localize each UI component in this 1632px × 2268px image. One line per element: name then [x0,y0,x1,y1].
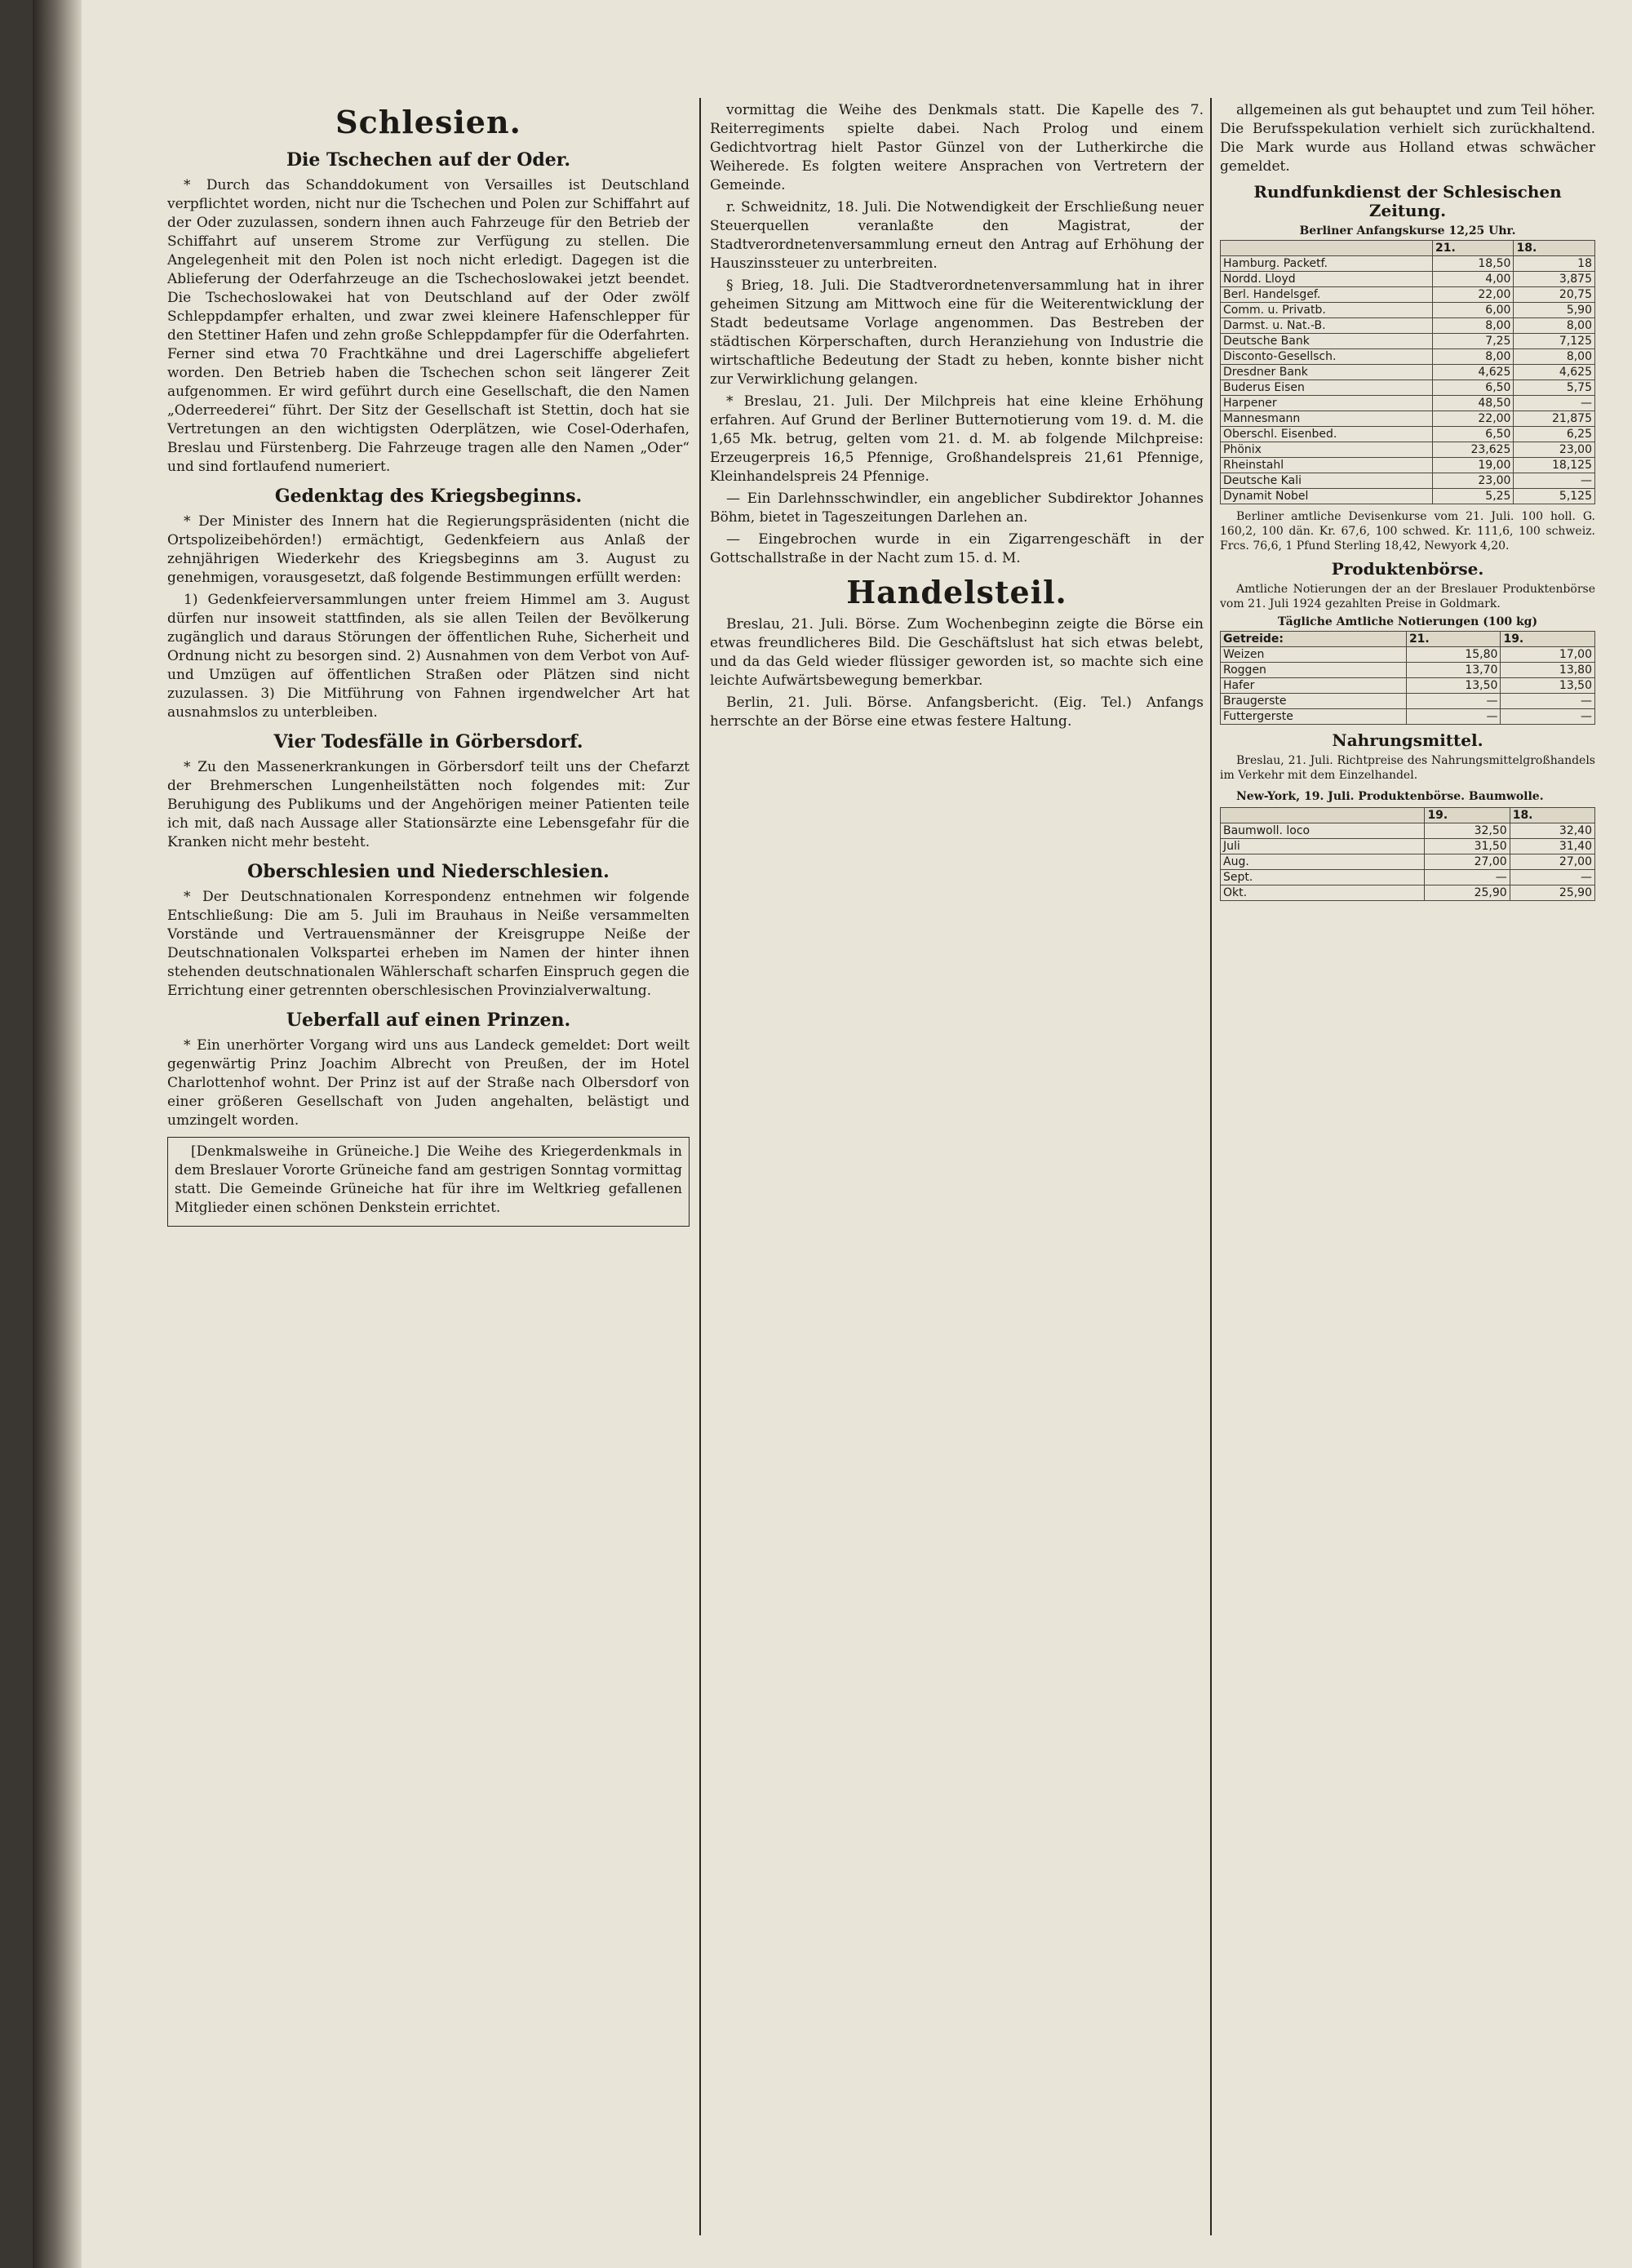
table-row [1221,839,1595,854]
table-cell: 4,00 [1432,272,1514,287]
table-cell: 17,00 [1501,647,1595,663]
stock-table [1220,240,1595,504]
article-text: Berlin, 21. Juli. Börse. Anfangsbericht. (Eig. Tel.) Anfangs herrschte an der Börse eine etwas festere Haltung. [710,695,1204,730]
table-row [1221,663,1595,678]
table-cell: 25,90 [1510,885,1594,901]
table-cell: Hafer [1221,678,1407,694]
table-cell: 5,25 [1432,489,1514,504]
table-cell: 18,50 [1432,256,1514,272]
table-cell: 4,625 [1514,365,1595,380]
article-text: * Breslau, 21. Juli. Der Milchpreis hat eine kleine Erhöhung erfahren. Auf Grund der Berliner Butternotierung vom 19. d. M. die 1,65 Mk. betrug, gelten vom 21. d. M. ab folgende Milchpreise: Erzeugerpreis 16,5 Pfennige, Großhandelspreis 21,61 Pfennige, Kleinhandelspreis 24 Pfennige. [710,393,1204,485]
table-cell: — [1501,709,1595,725]
table-cell: 8,00 [1514,318,1595,334]
article-headline: Vier Todesfälle in Görbersdorf. [273,731,583,752]
table-cell: Juli [1221,839,1425,854]
article-text: [Denkmalsweihe in Grüneiche.] Die Weihe des Kriegerdenkmals in dem Breslauer Vororte Grüneiche fand am gestrigen Sonntag vormittag statt. Die Gemeinde Grüneiche hat für ihre im Weltkrieg gefallenen Mitglieder einen schönen Denkstein errichtet. [175,1143,682,1216]
table-cell: 22,00 [1432,411,1514,427]
article-text: r. Schweidnitz, 18. Juli. Die Notwendigkeit der Erschließung neuer Steuerquellen veranlaßte den Magistrat, der Stadtverordnetenversammlung erneut den Antrag auf Erhöhung der Hauszinssteuer zu unterbreiten. [710,199,1204,272]
table-cell: 5,90 [1514,303,1595,318]
table-cell: 32,40 [1510,823,1594,839]
table-cell: Deutsche Bank [1221,334,1433,349]
article-text: allgemeinen als gut behauptet und zum Teil höher. Die Berufsspekulation verhielt sich zurückhaltend. Die Mark wurde aus Holland etwas schwächer gemeldet. [1220,102,1595,175]
table-row [1221,678,1595,694]
table-cell: 3,875 [1514,272,1595,287]
table-cell: 7,125 [1514,334,1595,349]
table-cell: Buderus Eisen [1221,380,1433,396]
table-row [1221,303,1595,318]
table-cell: Comm. u. Privatb. [1221,303,1433,318]
table-row [1221,823,1595,839]
table-cell: Sept. [1221,870,1425,885]
table-row [1221,489,1595,504]
table-row [1221,473,1595,489]
table-cell: 6,00 [1432,303,1514,318]
article-text: vormittag die Weihe des Denkmals statt. Die Kapelle des 7. Reiterregiments spielte dabei. Nach Prolog und einem Gedichtvortrag hielt Pastor Günzel von der Lutherkirche die Weiherede. Es folgten weitere Ansprachen von Vertretern der Gemeinde. [710,102,1204,193]
article-text: * Zu den Massenerkrankungen in Görbersdorf teilt uns der Chefarzt der Brehmerschen Lungenheilstätten noch folgendes mit: Zur Beruhigung des Publikums und der Angehörigen meiner Patienten teile ich mit, daß nach Aussage aller Stationsärzte eine Lebensgefahr für die Kranken nicht mehr besteht. [167,759,690,850]
table-row [1221,870,1595,885]
table-cell: Roggen [1221,663,1407,678]
table-cell: Dresdner Bank [1221,365,1433,380]
table-cell: 18,125 [1514,458,1595,473]
table-cell: Harpener [1221,396,1433,411]
produkten-headline: Produktenbörse. [1331,559,1484,579]
table-cell: Hamburg. Packetf. [1221,256,1433,272]
table-row [1221,647,1595,663]
table-cell: 19,00 [1432,458,1514,473]
table-cell: 5,125 [1514,489,1595,504]
nahrung-headline: Nahrungsmittel. [1332,730,1483,750]
section-title-handel: Handelsteil. [846,574,1067,610]
table-cell: 21,875 [1514,411,1595,427]
table-header [1221,808,1425,823]
table-row [1221,854,1595,870]
table-cell: Mannesmann [1221,411,1433,427]
section-title: Schlesien. [335,104,521,140]
table-header: 18. [1514,241,1595,256]
table-cell: 27,00 [1425,854,1510,870]
table-row [1221,427,1595,442]
column-rule [1210,98,1212,2235]
newyork-text: New-York, 19. Juli. Produktenbörse. Baumwolle. [1236,790,1544,803]
table-cell: Darmst. u. Nat.-B. [1221,318,1433,334]
table-cell: 8,00 [1432,318,1514,334]
table-cell: 27,00 [1510,854,1594,870]
table-cell: Aug. [1221,854,1425,870]
column-2 [710,98,1204,2235]
table-cell: Rheinstahl [1221,458,1433,473]
table-header: 21. [1432,241,1514,256]
table-cell: Deutsche Kali [1221,473,1433,489]
article-text: * Der Minister des Innern hat die Regierungspräsidenten (nicht die Ortspolizeibehörden!) ermächtigt, Gedenkfeiern aus Anlaß der zehnjährigen Wiederkehr des Kriegsbeginns am 3. August zu genehmigen, vorausgesetzt, daß folgende Bestimmungen erfüllt werden: [167,513,690,586]
table-cell: 13,50 [1406,678,1501,694]
table-cell: 23,625 [1432,442,1514,458]
table-row [1221,885,1595,901]
table-cell: 6,50 [1432,427,1514,442]
table-cell: — [1514,473,1595,489]
article-text: — Eingebrochen wurde in ein Zigarrengeschäft in der Gottschallstraße in der Nacht zum 15. d. M. [710,531,1204,566]
table-row [1221,442,1595,458]
cotton-table [1220,807,1595,901]
table-cell: Nordd. Lloyd [1221,272,1433,287]
table-row [1221,349,1595,365]
table-cell: Weizen [1221,647,1407,663]
table-cell: Dynamit Nobel [1221,489,1433,504]
article-headline: Ueberfall auf einen Prinzen. [286,1010,571,1031]
book-binding [33,0,82,2268]
table-cell: Futtergerste [1221,709,1407,725]
table-cell: — [1406,694,1501,709]
article-text: 1) Gedenkfeierversammlungen unter freiem Himmel am 3. August dürfen nur insoweit stattfinden, als sie allen Teilen der Bevölkerung zugänglich und daraus Störungen der öffentlichen Ruhe, Sicherheit und Ordnung nicht zu besorgen sind. 2) Ausnahmen von dem Verbot von Auf- und Umzügen auf öffentlichen Straßen oder Plätzen sind nicht zuzulassen. 3) Die Mitführung von Fahnen irgendwelcher Art hat ausnahmslos zu unterbleiben. [167,592,690,721]
table-row [1221,411,1595,427]
table-cell: 7,25 [1432,334,1514,349]
table-header: Getreide: [1221,632,1407,647]
table-cell: 6,50 [1432,380,1514,396]
article-text: § Brieg, 18. Juli. Die Stadtverordnetenversammlung hat in ihrer geheimen Sitzung am Mittwoch eine für die Weiterentwicklung der Stadt bedeutsame Vorlage angenommen. Das Bestreben der städtischen Körperschaften, durch Heranziehung von Industrie die wirtschaftliche Bedeutung der Stadt zu heben, konnte bisher nicht zur Verwirklichung gelangen. [710,277,1204,388]
article-headline: Gedenktag des Kriegsbeginns. [274,486,583,507]
article-text: — Ein Darlehnsschwindler, ein angeblicher Subdirektor Johannes Böhm, bietet in Tageszeitungen Darlehen an. [710,490,1204,526]
table-header [1221,241,1433,256]
table-cell: 48,50 [1432,396,1514,411]
table-cell: Phönix [1221,442,1433,458]
table-row [1221,287,1595,303]
table-row [1221,318,1595,334]
table-row [1221,256,1595,272]
table-header: 19. [1501,632,1595,647]
table-cell: 31,50 [1425,839,1510,854]
table-cell: 6,25 [1514,427,1595,442]
article-text: Breslau, 21. Juli. Richtpreise des Nahrungsmittelgroßhandels im Verkehr mit dem Einzelhandel. [1220,754,1595,782]
table-cell: — [1406,709,1501,725]
article-text: Breslau, 21. Juli. Börse. Zum Wochenbeginn zeigte die Börse ein etwas freundlicheres Bild. Die Geschäftslust hat sich etwas belebt, und da das Geld wieder flüssiger geworden ist, so machte sich eine leichte Aufwärtsbewegung bemerkbar. [710,616,1204,689]
article-text: * Ein unerhörter Vorgang wird uns aus Landeck gemeldet: Dort weilt gegenwärtig Prinz Joachim Albrecht von Preußen, der im Hotel Charlottenhof wohnt. Der Prinz ist auf der Straße nach Olbersdorf von einer größeren Gesellschaft von Juden angehalten, belästigt und umzingelt worden. [167,1037,690,1129]
article-text: * Durch das Schanddokument von Versailles ist Deutschland verpflichtet worden, nicht nur die Tschechen und Polen zur Schiffahrt auf der Oder zuzulassen, sondern ihnen auch Fahrzeuge für den Betrieb der Schiffahrt auf unserem Strome zur Verfügung zu stellen. Die Angelegenheit mit den Polen ist noch nicht erledigt. Dagegen ist die Ablieferung der Oderfahrzeuge an die Tschechoslowakei jetzt beendet. Die Tschechoslowakei hat von Deutschland auf der Oder zwölf Schleppdampfer erhalten, und zwar zwei kleinere Hafenschlepper für den Stettiner Hafen und zehn große Schleppdampfer für die Oderfahrten. Ferner sind etwa 70 Frachtkähne und drei Lagerschiffe abgeliefert worden. Den Betrieb haben die Tschechen schon seit längerer Zeit aufgenommen. Er wird geführt durch eine Gesellschaft, die den Namen „Oderreederei“ führt. Der Sitz der Gesellschaft ist Stettin, doch hat sie Vertretungen an den wichtigsten Oderplätzen, wie Cosel-Oderhafen, Breslau und Fürstenberg. Die Fahrzeuge tragen alle den Namen „Oder“ und sind fortlaufend numeriert. [167,177,690,475]
table-row [1221,694,1595,709]
table-header: 19. [1425,808,1510,823]
table-cell: 13,80 [1501,663,1595,678]
column-3 [1220,98,1595,2235]
table-cell: 8,00 [1514,349,1595,365]
table-cell: Oberschl. Eisenbed. [1221,427,1433,442]
table-cell: — [1501,694,1595,709]
column-1 [167,98,690,2235]
table-cell: 13,50 [1501,678,1595,694]
table-cell: 32,50 [1425,823,1510,839]
table-cell: 22,00 [1432,287,1514,303]
table-title: Berliner Anfangskurse 12,25 Uhr. [1299,224,1516,237]
newspaper-page [33,0,1632,2268]
article-text: * Der Deutschnationalen Korrespondenz entnehmen wir folgende Entschließung: Die am 5. Juli im Brauhaus in Neiße versammelten Vorstände und Vertrauensmänner der Kreisgruppe Neiße der Deutschnationalen Volkspartei erheben im Namen der hinter ihnen stehenden deutschnationalen Wählerschaft scharfen Einspruch gegen die Errichtung einer getrennten oberschlesischen Provinzialverwaltung. [167,889,690,999]
table-cell: Baumwoll. loco [1221,823,1425,839]
table-row [1221,365,1595,380]
table-header: 18. [1510,808,1594,823]
table-header: 21. [1406,632,1501,647]
table-row [1221,380,1595,396]
table-cell: Disconto-Gesellsch. [1221,349,1433,365]
table-cell: — [1425,870,1510,885]
table-cell: 15,80 [1406,647,1501,663]
column-rule [699,98,701,2235]
article-text: Amtliche Notierungen der an der Breslauer Produktenbörse vom 21. Juli 1924 gezahlten Preise in Goldmark. [1220,583,1595,610]
table-cell: 18 [1514,256,1595,272]
table-cell: Berl. Handelsgef. [1221,287,1433,303]
table-row [1221,334,1595,349]
table-row [1221,396,1595,411]
table-cell: 20,75 [1514,287,1595,303]
article-headline: Die Tschechen auf der Oder. [286,149,571,171]
table-cell: 31,40 [1510,839,1594,854]
table-cell: Braugerste [1221,694,1407,709]
table-row [1221,709,1595,725]
table-cell: — [1510,870,1594,885]
table-row [1221,458,1595,473]
table-cell: 13,70 [1406,663,1501,678]
table-cell: 23,00 [1432,473,1514,489]
article-headline: Oberschlesien und Niederschlesien. [247,861,610,882]
table-cell: 4,625 [1432,365,1514,380]
table-cell: 5,75 [1514,380,1595,396]
table-cell: 8,00 [1432,349,1514,365]
table-cell: — [1514,396,1595,411]
table-cell: 23,00 [1514,442,1595,458]
grain-table [1220,631,1595,725]
table-cell: 25,90 [1425,885,1510,901]
table-row [1221,272,1595,287]
table-title: Tägliche Amtliche Notierungen (100 kg) [1277,615,1538,628]
boxed-notice [167,1137,690,1227]
rundfunk-headline: Rundfunkdienst der Schlesischen Zeitung. [1253,182,1562,220]
devisen-text: Berliner amtliche Devisenkurse vom 21. Juli. 100 holl. G. 160,2, 100 dän. Kr. 67,6, 100 schwed. Kr. 111,6, 100 schweiz. Frcs. 76,6, 1 Pfund Sterling 18,42, Newyork 4,20. [1220,510,1595,553]
table-cell: Okt. [1221,885,1425,901]
